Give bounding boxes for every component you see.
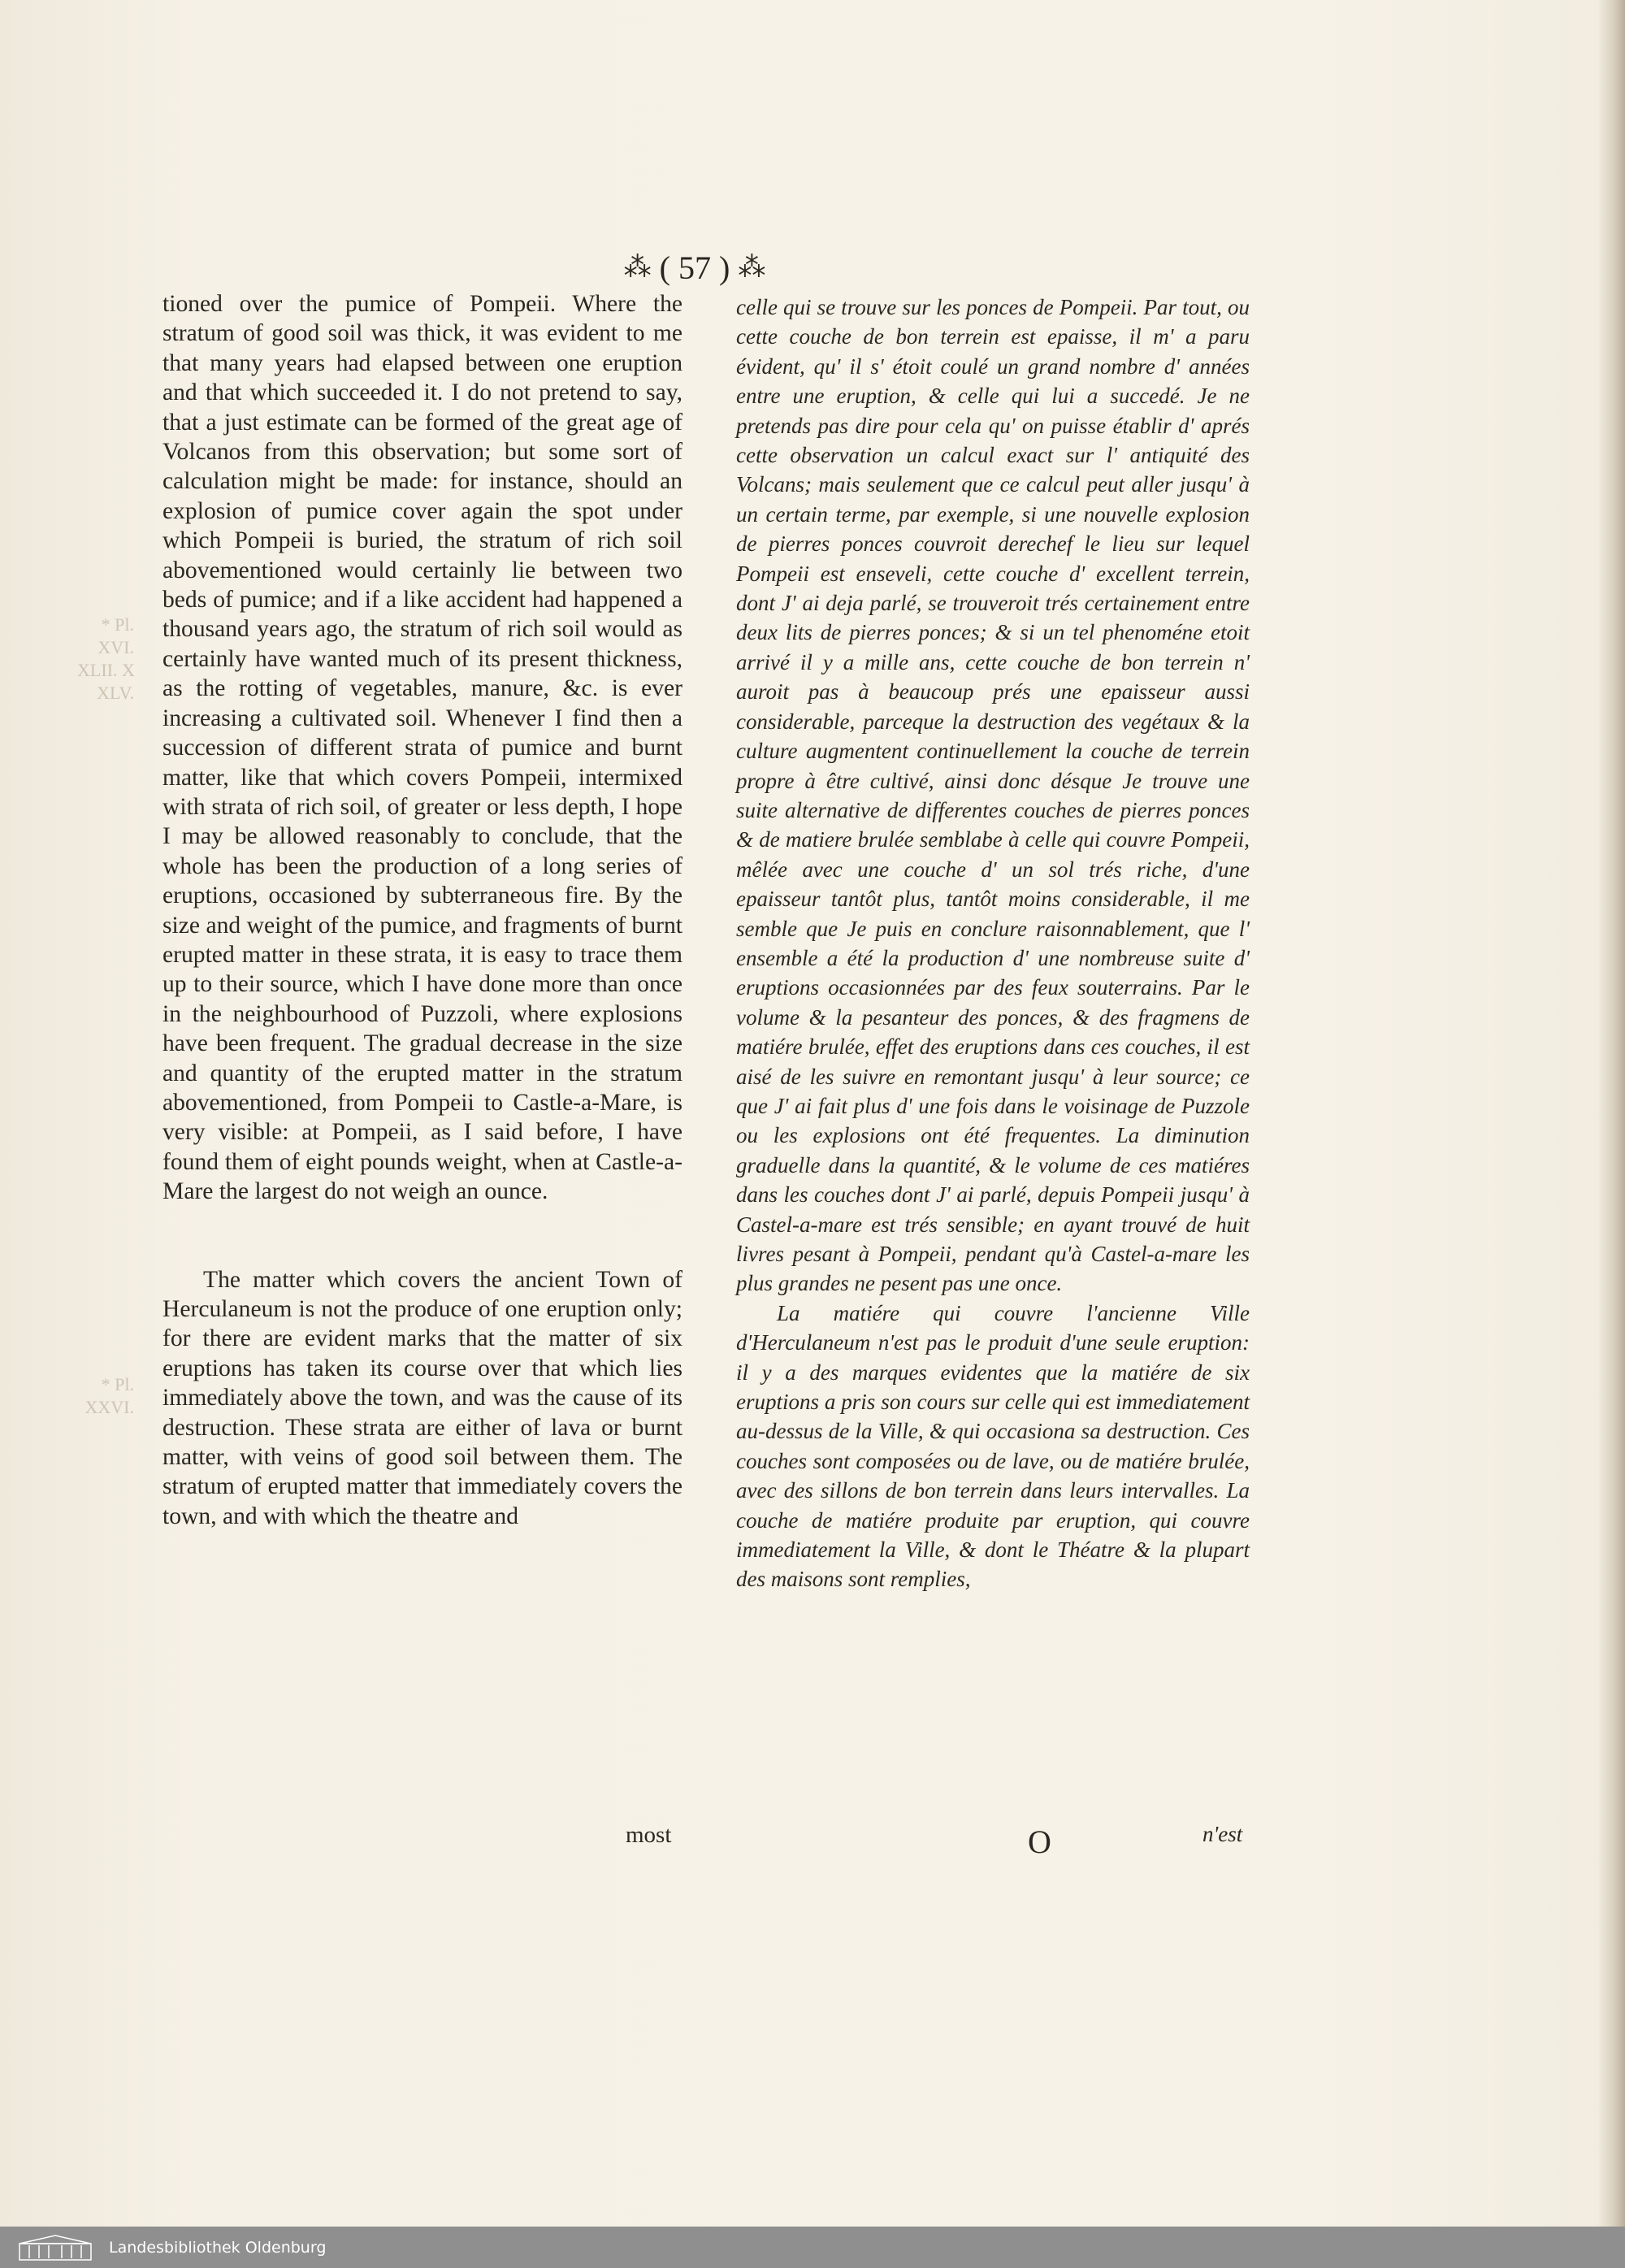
bleed-line: * Pl. bbox=[101, 614, 134, 635]
signature-mark: O bbox=[1028, 1824, 1051, 1860]
french-column bbox=[736, 293, 1250, 1594]
french-paragraph-1: celle qui se trouve sur les ponces de Pompeii. Par tout, ou cette couche de bon terrein est epaisse, il m' a paru évident, qu' il s' étoit coulé un grand nombre d' années entre une eruption, & celle qui lui a succedé. Je ne pretends pas dire pour cela qu' on puisse établir d' aprés cette observation un calcul exact sur l' antiquité des Volcans; mais seulement que ce calcul peut aller jusqu' à un certain terme, par exemple, si une nouvelle explosion de pierres ponces couvroit derechef le lieu sur lequel Pompeii est enseveli, cette couche d' excellent terrein, dont J' ai deja parlé, se trouveroit trés certainement entre deux lits de pierres ponces; & si un tel phenoméne etoit arrivé il y a mille ans, cette couche de bon terrein n' auroit pas à beaucoup prés une epaisseur aussi considerable, parceque la destruction des vegétaux & la culture augmentent continuellement la couche de terrein propre à être cultivé, ainsi donc désque Je trouve une suite alternative de differentes couches de pierres ponces & de matiere brulée semblabe à celle qui couvre Pompeii, mêlée avec une couche d' un sol trés riche, d'une epaisseur tantôt plus, tantôt moins considerable, il me semble que Je puis en conclure raisonnablement, que l' ensemble a été la production d' une nombreuse suite d' eruptions occasionnées par des feux souterrains. Par le volume & la pesanteur des ponces, & des fragmens de matiére brulée, effet des eruptions dans ces couches, il est aisé de les suivre en remontant jusqu' à leur source; ce que J' ai fait plus d' une fois dans le voisinage de Puzzole ou les explosions ont été frequentes. La diminution graduelle dans la quantité, & le volume de ces matiéres dans les couches dont J' ai parlé, depuis Pompeii jusqu' à Castel-a-mare est trés sensible; en ayant trouvé de huit livres pesant à Pompeii, pendant qu'à Castel-a-mare les plus grandes ne pesent pas une once. bbox=[736, 295, 1250, 1296]
page-header bbox=[609, 248, 780, 288]
ornament-right-icon: ⁂ bbox=[738, 253, 766, 283]
english-column bbox=[162, 289, 682, 1531]
bleed-line: XXVI. bbox=[84, 1397, 134, 1417]
page-number: ( 57 ) bbox=[659, 249, 730, 286]
english-paragraph-2: The matter which covers the ancient Town of Herculaneum is not the produce of one eruption only; for there are evident marks that the matter of six eruptions has taken its course over that which lies immediately above the town, and was the cause of its destruction. These strata are either of lava or burnt matter, with veins of good soil between them. The stratum of erupted matter that immediately covers the town, and with which the theatre and bbox=[162, 1266, 682, 1529]
ornament-left-icon: ⁂ bbox=[623, 253, 652, 283]
english-catchword: most bbox=[626, 1822, 672, 1848]
bleed-line: XVI. bbox=[98, 637, 134, 657]
french-catchword: n'est bbox=[1202, 1822, 1243, 1846]
bleed-line: * Pl. bbox=[101, 1374, 134, 1394]
bleed-line: XLII. X bbox=[77, 660, 135, 680]
viewer-footer bbox=[0, 2227, 1625, 2268]
bleed-through-text-lower bbox=[77, 1373, 134, 1430]
bleed-through-text bbox=[77, 614, 134, 800]
library-building-icon bbox=[18, 2234, 93, 2261]
library-name: Landesbibliothek Oldenburg bbox=[109, 2238, 327, 2257]
english-paragraph-1: tioned over the pumice of Pompeii. Where the stratum of good soil was thick, it was evident to me that many years had elapsed between one eruption and that which succeeded it. I do not pretend to say, that a just estimate can be formed of the great age of Volcanos from this observation; but some sort of calculation might be made: for instance, should an explosion of pumice cover again the spot under which Pompeii is buried, the stratum of rich soil abovementioned would certainly lie between two beds of pumice; and if a like accident had happened a thousand years ago, the stratum of rich soil would as certainly have wanted much of its present thickness, as the rotting of vegetables, manure, &c. is ever increasing a cultivated soil. Whenever I find then a succession of different strata of pumice and burnt matter, like that which covers Pompeii, intermixed with strata of rich soil, of greater or less depth, I hope I may be allowed reasonably to conclude, that the whole has been the production of a long series of eruptions, occasioned by subterraneous fire. By the size and weight of the pumice, and fragments of burnt erupted matter in these strata, it is easy to trace them up to their source, which I have done more than once in the neighbourhood of Puzzoli, where explosions have been frequent. The gradual decrease in the size and quantity of the erupted matter in the stratum abovementioned, from Pompeii to Castle-a-Mare, is very visible: at Pompeii, as I said before, I have found them of eight pounds weight, when at Castle-a-Mare the largest do not weigh an ounce. bbox=[162, 291, 682, 1205]
bleed-line: XLV. bbox=[97, 683, 134, 703]
french-paragraph-2: La matiére qui couvre l'ancienne Ville d'Herculaneum n'est pas le produit d'une seule eruption: il y a des marques evidentes que la matiére de six eruptions a pris son cours sur celle qui est immediatement au-dessus de la Ville, & qui occasiona sa destruction. Ces couches sont composées ou de lave, ou de matiére brulée, avec des sillons de bon terrein dans leurs intervalles. La couche de matiére produite par eruption, qui couvre immediatement la Ville, & dont le Théatre & la plupart des maisons sont remplies, bbox=[736, 1300, 1250, 1592]
